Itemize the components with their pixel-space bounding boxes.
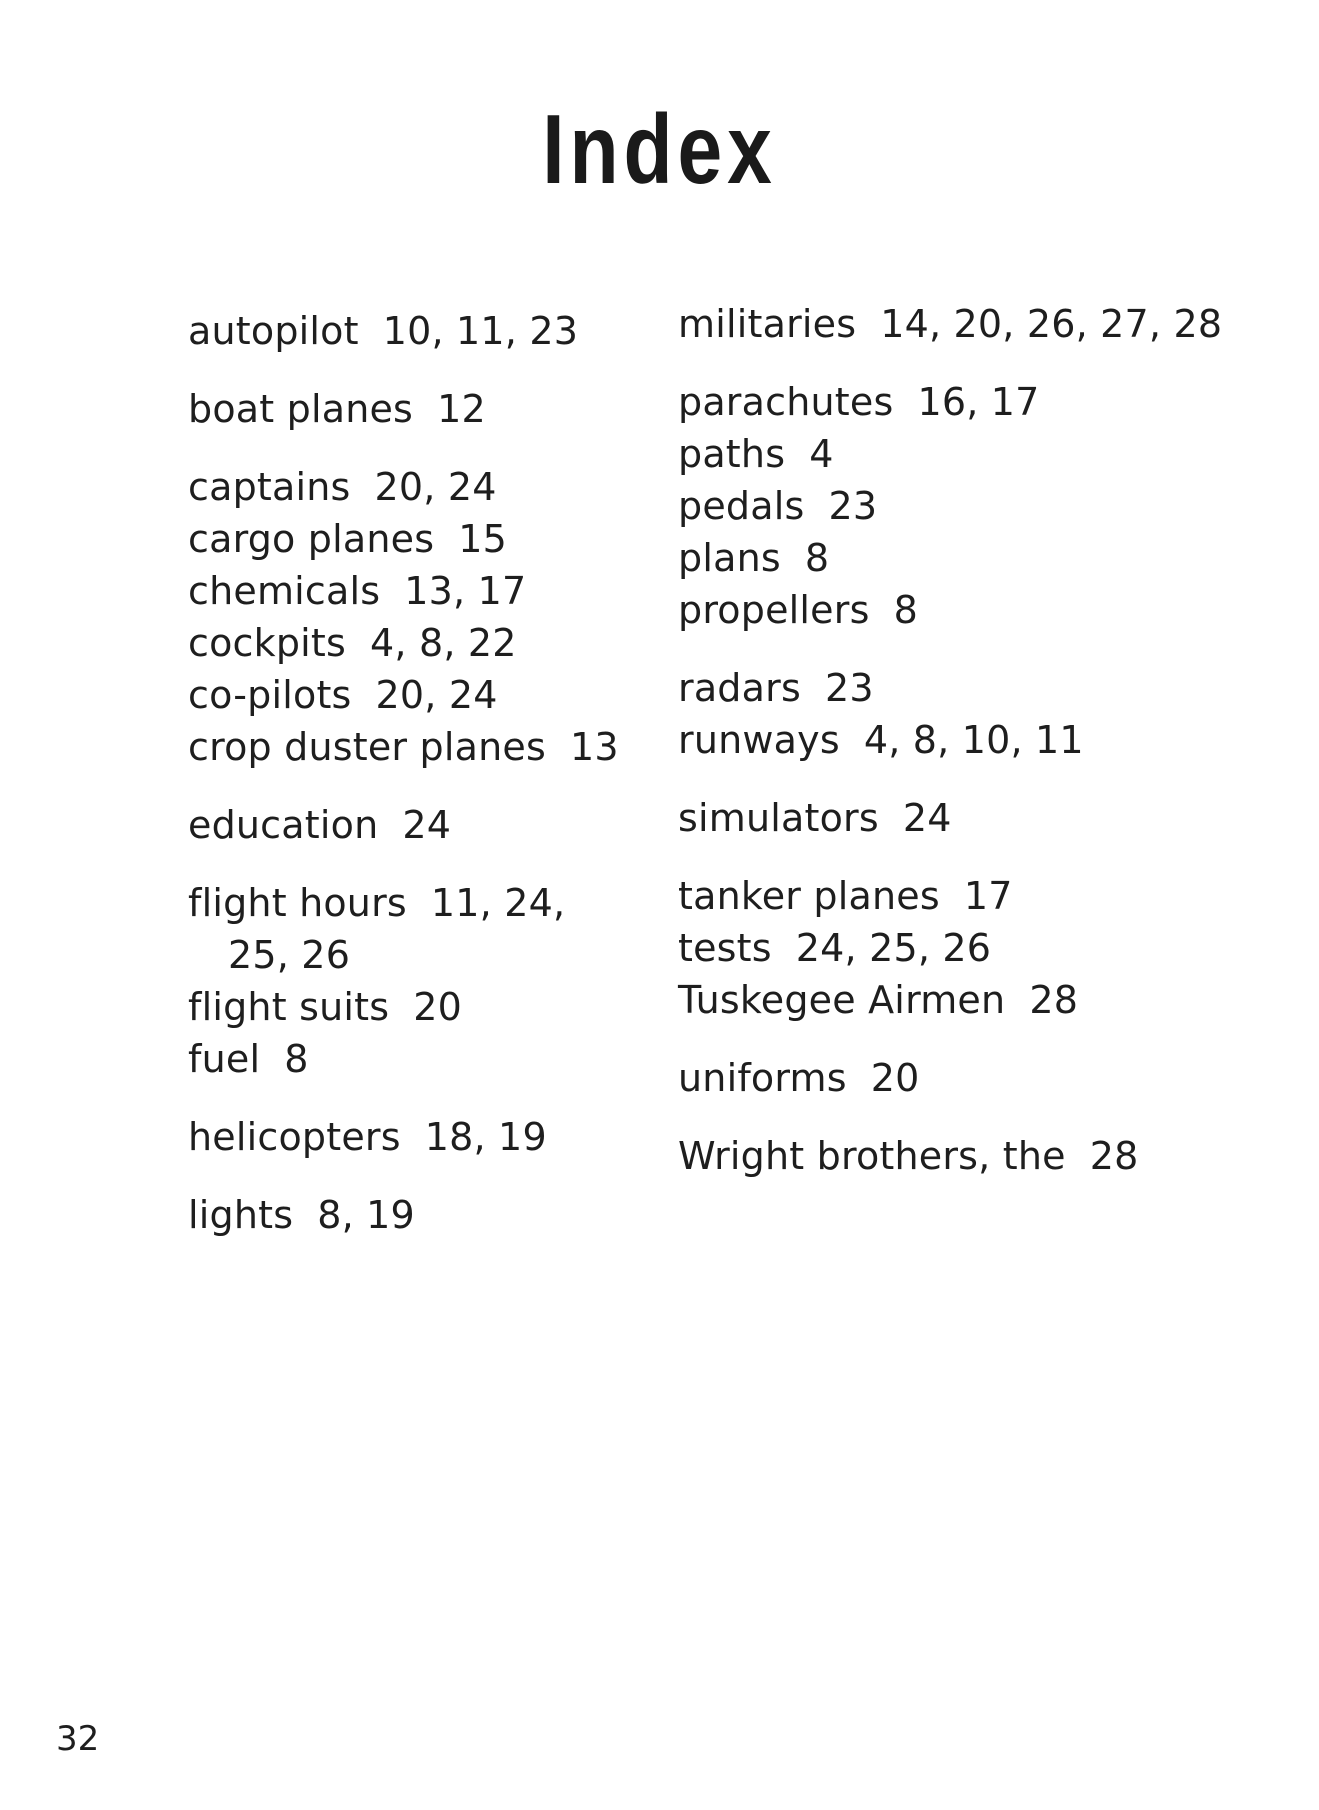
index-entry — [678, 922, 1238, 974]
index-entry — [188, 981, 638, 1033]
index-page-refs: 18, 19 — [424, 1115, 547, 1159]
index-term: flight suits — [188, 985, 390, 1029]
index-letter-group — [188, 1111, 638, 1163]
index-term: fuel — [188, 1037, 261, 1081]
index-term: education — [188, 803, 379, 847]
index-page-refs: 4 — [809, 432, 834, 476]
index-page-refs: 12 — [437, 387, 486, 431]
index-page-refs: 20, 24 — [374, 465, 497, 509]
index-term: militaries — [678, 302, 857, 346]
index-term: propellers — [678, 588, 870, 632]
index-term: Wright brothers, the — [678, 1134, 1066, 1178]
index-page-refs: 23 — [824, 666, 874, 710]
index-term: cargo planes — [188, 517, 435, 561]
index-page-refs: 24, 25, 26 — [795, 926, 992, 970]
index-letter-group — [678, 870, 1238, 1026]
index-entry — [188, 383, 638, 435]
index-page-refs: 10, 11, 23 — [382, 309, 579, 353]
index-term: runways — [678, 718, 840, 762]
index-entry — [188, 305, 638, 357]
index-entry — [188, 721, 638, 773]
index-entry — [188, 1111, 638, 1163]
index-page-refs: 20 — [413, 985, 462, 1029]
index-entry — [678, 480, 1238, 532]
index-term: simulators — [678, 796, 879, 840]
index-entry — [678, 376, 1238, 428]
index-letter-group — [188, 1189, 638, 1241]
index-entry — [188, 565, 638, 617]
index-page-refs: 20 — [870, 1056, 920, 1100]
page-title: Index — [542, 94, 777, 204]
index-letter-group — [188, 383, 638, 435]
index-letter-group — [188, 877, 638, 1085]
index-letter-group — [678, 792, 1238, 844]
index-term: autopilot — [188, 309, 359, 353]
index-entry — [678, 298, 1238, 350]
index-term: captains — [188, 465, 351, 509]
index-entry — [678, 974, 1238, 1026]
index-page-refs: 14, 20, 26, 27, 28 — [880, 302, 1223, 346]
index-letter-group — [678, 1130, 1238, 1182]
index-page-refs: 11, 24, 25, 26 — [228, 881, 566, 977]
index-page-refs: 8 — [893, 588, 918, 632]
index-page-refs: 20, 24 — [375, 673, 498, 717]
index-term: tanker planes — [678, 874, 940, 918]
index-letter-group — [678, 662, 1238, 766]
index-column-left — [188, 305, 638, 1267]
index-page-refs: 13 — [569, 725, 619, 769]
index-letter-group — [678, 298, 1238, 350]
index-term: radars — [678, 666, 801, 710]
index-entry — [678, 1130, 1238, 1182]
index-page-refs: 15 — [458, 517, 507, 561]
index-page-refs: 28 — [1089, 1134, 1139, 1178]
index-term: uniforms — [678, 1056, 847, 1100]
index-entry — [678, 584, 1238, 636]
index-page-refs: 28 — [1029, 978, 1079, 1022]
index-page-refs: 23 — [828, 484, 878, 528]
index-term: plans — [678, 536, 781, 580]
index-entry — [678, 870, 1238, 922]
page-number: 32 — [56, 1719, 100, 1759]
index-entry — [188, 1033, 638, 1085]
index-term: chemicals — [188, 569, 381, 613]
index-entry — [188, 799, 638, 851]
index-entry — [188, 513, 638, 565]
index-page-refs: 24 — [902, 796, 952, 840]
index-term: parachutes — [678, 380, 894, 424]
index-entry — [188, 1189, 638, 1241]
index-entry — [188, 461, 638, 513]
index-page-refs: 8, 19 — [317, 1193, 415, 1237]
index-page-refs: 4, 8, 22 — [370, 621, 517, 665]
index-term: paths — [678, 432, 786, 476]
index-page-refs: 24 — [402, 803, 452, 847]
index-page-refs: 17 — [963, 874, 1013, 918]
index-term: boat planes — [188, 387, 414, 431]
index-entry — [188, 669, 638, 721]
index-page-refs: 16, 17 — [917, 380, 1040, 424]
index-term: tests — [678, 926, 772, 970]
index-page-refs: 13, 17 — [404, 569, 527, 613]
index-term: pedals — [678, 484, 805, 528]
index-term: lights — [188, 1193, 294, 1237]
index-term: cockpits — [188, 621, 347, 665]
index-entry — [678, 662, 1238, 714]
index-letter-group — [678, 1052, 1238, 1104]
index-page-refs: 4, 8, 10, 11 — [863, 718, 1084, 762]
index-letter-group — [678, 376, 1238, 636]
index-entry — [678, 1052, 1238, 1104]
index-term: flight hours — [188, 881, 407, 925]
index-entry — [188, 877, 638, 981]
index-entry — [678, 428, 1238, 480]
index-letter-group — [188, 799, 638, 851]
index-entry — [678, 532, 1238, 584]
index-column-right — [678, 298, 1238, 1208]
index-entry — [188, 617, 638, 669]
index-letter-group — [188, 305, 638, 357]
index-entry — [678, 792, 1238, 844]
index-page-refs: 8 — [284, 1037, 309, 1081]
index-term: crop duster planes — [188, 725, 546, 769]
index-term: co-pilots — [188, 673, 352, 717]
index-page-refs: 8 — [804, 536, 830, 580]
index-term: Tuskegee Airmen — [678, 978, 1006, 1022]
index-entry — [678, 714, 1238, 766]
index-term: helicopters — [188, 1115, 401, 1159]
index-letter-group — [188, 461, 638, 773]
